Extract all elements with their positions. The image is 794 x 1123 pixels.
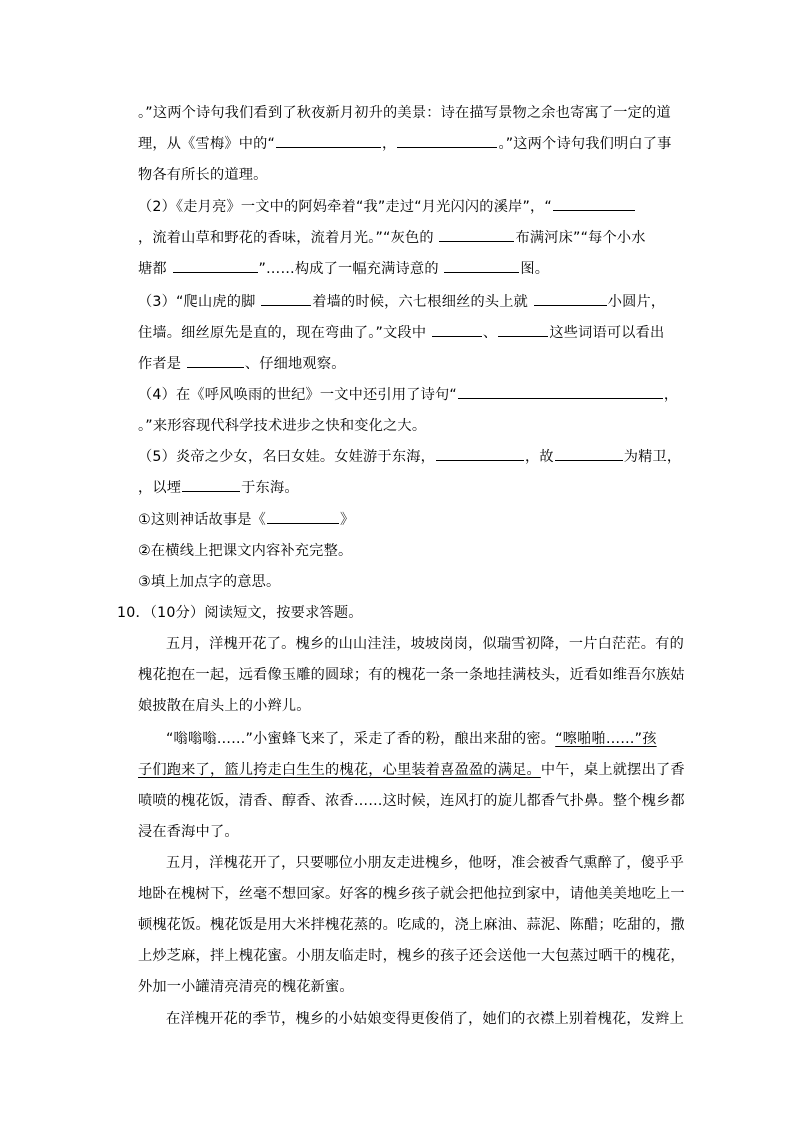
text-segment: ， xyxy=(663,387,679,403)
text-line xyxy=(138,322,664,344)
text-segment: 顿槐花饭。槐花饭是用大米拌槐花蒸的。吃咸的，浇上麻油、蒜泥、陈醋；吃甜的，撒 xyxy=(138,917,685,933)
fill-in-blank[interactable] xyxy=(276,133,381,148)
text-segment: 上炒芝麻，拌上槐花蜜。小朋友临走时，槐乡的孩子还会送他一大包蒸过晒干的槐花， xyxy=(138,948,685,964)
text-line xyxy=(138,571,280,593)
text-segment: ，故 xyxy=(524,449,554,465)
fill-in-blank[interactable] xyxy=(267,509,339,524)
text-segment: ，以堙 xyxy=(138,480,182,496)
text-segment: 10．（10分）阅读短文，按要求答题。 xyxy=(117,605,363,621)
fill-in-blank[interactable] xyxy=(173,258,258,273)
text-line xyxy=(166,728,657,750)
text-segment: 这些词语可以看出 xyxy=(549,325,665,341)
text-line xyxy=(138,477,299,499)
text-segment: 着墙的时候，六七根细丝的头上就 xyxy=(312,294,533,310)
text-line xyxy=(166,1008,684,1030)
text-segment: 布满河床”“每个小水 xyxy=(515,230,646,246)
text-line xyxy=(138,353,346,375)
fill-in-blank[interactable] xyxy=(187,353,244,368)
text-segment: ②在横线上把课文内容补充完整。 xyxy=(138,543,353,559)
text-line xyxy=(138,164,268,186)
text-line xyxy=(138,133,672,155)
text-line xyxy=(138,291,665,313)
text-segment: 住墙。细丝原先是直的，现在弯曲了。”文段中 xyxy=(138,325,431,341)
text-line xyxy=(138,759,685,781)
fill-in-blank[interactable] xyxy=(498,322,548,337)
fill-in-blank[interactable] xyxy=(458,384,663,399)
text-segment: ，流着山草和野花的香味，流着月光。”“灰色的 xyxy=(138,230,439,246)
text-line xyxy=(138,227,646,249)
fill-in-blank[interactable] xyxy=(182,477,240,492)
text-segment: 理，从《雪梅》中的“ xyxy=(138,136,276,152)
underlined-text: 子们跑来了，篮儿挎走白生生的槐花，心里装着喜盈盈的满足。 xyxy=(138,762,541,778)
fill-in-blank[interactable] xyxy=(439,227,514,242)
fill-in-blank[interactable] xyxy=(436,446,524,461)
text-segment: 、仔细地观察。 xyxy=(244,356,346,372)
text-segment: “嗡嗡嗡……”小蜜蜂飞来了，采走了香的粉，酿出来甜的密。 xyxy=(166,731,556,747)
text-segment: 》 xyxy=(340,512,355,528)
text-line xyxy=(138,914,685,936)
text-line xyxy=(138,540,352,562)
text-segment: 中午，桌上就摆出了香 xyxy=(540,762,685,778)
text-segment: 、 xyxy=(482,325,498,341)
text-segment: 塘都 xyxy=(138,261,172,277)
text-segment: 。”这两个诗句我们明白了事 xyxy=(498,136,672,152)
text-segment: （2）《走月亮》一文中的阿妈牵着“我”走过“月光闪闪的溪岸”，“ xyxy=(138,199,552,215)
text-segment: （3）“爬山虎的脚 xyxy=(138,294,261,310)
text-segment: 在洋槐开花的季节，槐乡的小姑娘变得更俊俏了，她们的衣襟上别着槐花，发辫上 xyxy=(166,1011,684,1027)
text-line xyxy=(138,821,239,843)
text-segment: （4）在《呼风唤雨的世纪》一文中还引用了诗句“ xyxy=(138,387,457,403)
text-line xyxy=(138,883,685,905)
text-segment: 图。 xyxy=(520,261,550,277)
text-segment: 作者是 xyxy=(138,356,186,372)
text-line xyxy=(117,602,363,624)
text-line xyxy=(138,446,681,468)
text-segment: ①这则神话故事是《 xyxy=(138,512,267,528)
text-segment: 浸在香海中了。 xyxy=(138,824,239,840)
text-line xyxy=(166,633,684,655)
text-line xyxy=(138,415,426,437)
text-segment: 五月，洋槐花开了，只要哪位小朋友走进槐乡，他呀，准会被香气熏醉了，傻乎乎 xyxy=(166,855,684,871)
fill-in-blank[interactable] xyxy=(432,322,482,337)
text-line xyxy=(138,976,354,998)
text-segment: 。”来形容现代科学技术进步之快和变化之大。 xyxy=(138,418,427,434)
text-line xyxy=(138,695,311,717)
fill-in-blank[interactable] xyxy=(444,258,519,273)
fill-in-blank[interactable] xyxy=(397,133,497,148)
text-segment: 喷喷的槐花饭，清香、醇香、浓香……这时候，连风打的旋儿都香气扑鼻。整个槐乡都 xyxy=(138,793,685,809)
text-segment: ③填上加点字的意思。 xyxy=(138,574,281,590)
text-segment: 为精卫， xyxy=(623,449,682,465)
text-segment: 五月，洋槐开花了。槐乡的山山洼洼，坡坡岗岗，似瑞雪初降，一片白茫茫。有的 xyxy=(166,636,684,652)
text-segment: 于东海。 xyxy=(241,480,299,496)
text-segment: ”……构成了一幅充满诗意的 xyxy=(258,261,444,277)
text-segment: 。”这两个诗句我们看到了秋夜新月初升的美景：诗在描写景物之余也寄寓了一定的道 xyxy=(138,105,671,121)
text-segment: ， xyxy=(382,136,397,152)
text-line xyxy=(138,196,636,218)
fill-in-blank[interactable] xyxy=(555,446,623,461)
text-line xyxy=(166,852,684,874)
text-segment: 外加一小罐清亮清亮的槐花新蜜。 xyxy=(138,979,354,995)
text-segment: 小圆片， xyxy=(607,294,666,310)
text-line xyxy=(138,258,549,280)
fill-in-blank[interactable] xyxy=(553,196,635,211)
text-line xyxy=(138,664,685,686)
text-segment: （5）炎帝之少女，名曰女娃。女娃游于东海， xyxy=(138,449,435,465)
text-line xyxy=(138,384,678,406)
text-line xyxy=(138,790,685,812)
fill-in-blank[interactable] xyxy=(261,291,311,306)
text-segment: 槐花抱在一起，远看像玉雕的圆球；有的槐花一条一条地挂满枝头，近看如维吾尔族姑 xyxy=(138,667,685,683)
text-line xyxy=(138,945,685,967)
text-segment: 地卧在槐树下，丝毫不想回家。好客的槐乡孩子就会把他拉到家中，请他美美地吃上一 xyxy=(138,886,685,902)
underlined-text: “嚓啪啪……”孩 xyxy=(555,731,657,747)
text-line xyxy=(138,509,354,531)
fill-in-blank[interactable] xyxy=(534,291,607,306)
text-segment: 物各有所长的道理。 xyxy=(138,167,268,183)
text-segment: 娘披散在肩头上的小辫儿。 xyxy=(138,698,311,714)
text-line xyxy=(138,102,671,124)
